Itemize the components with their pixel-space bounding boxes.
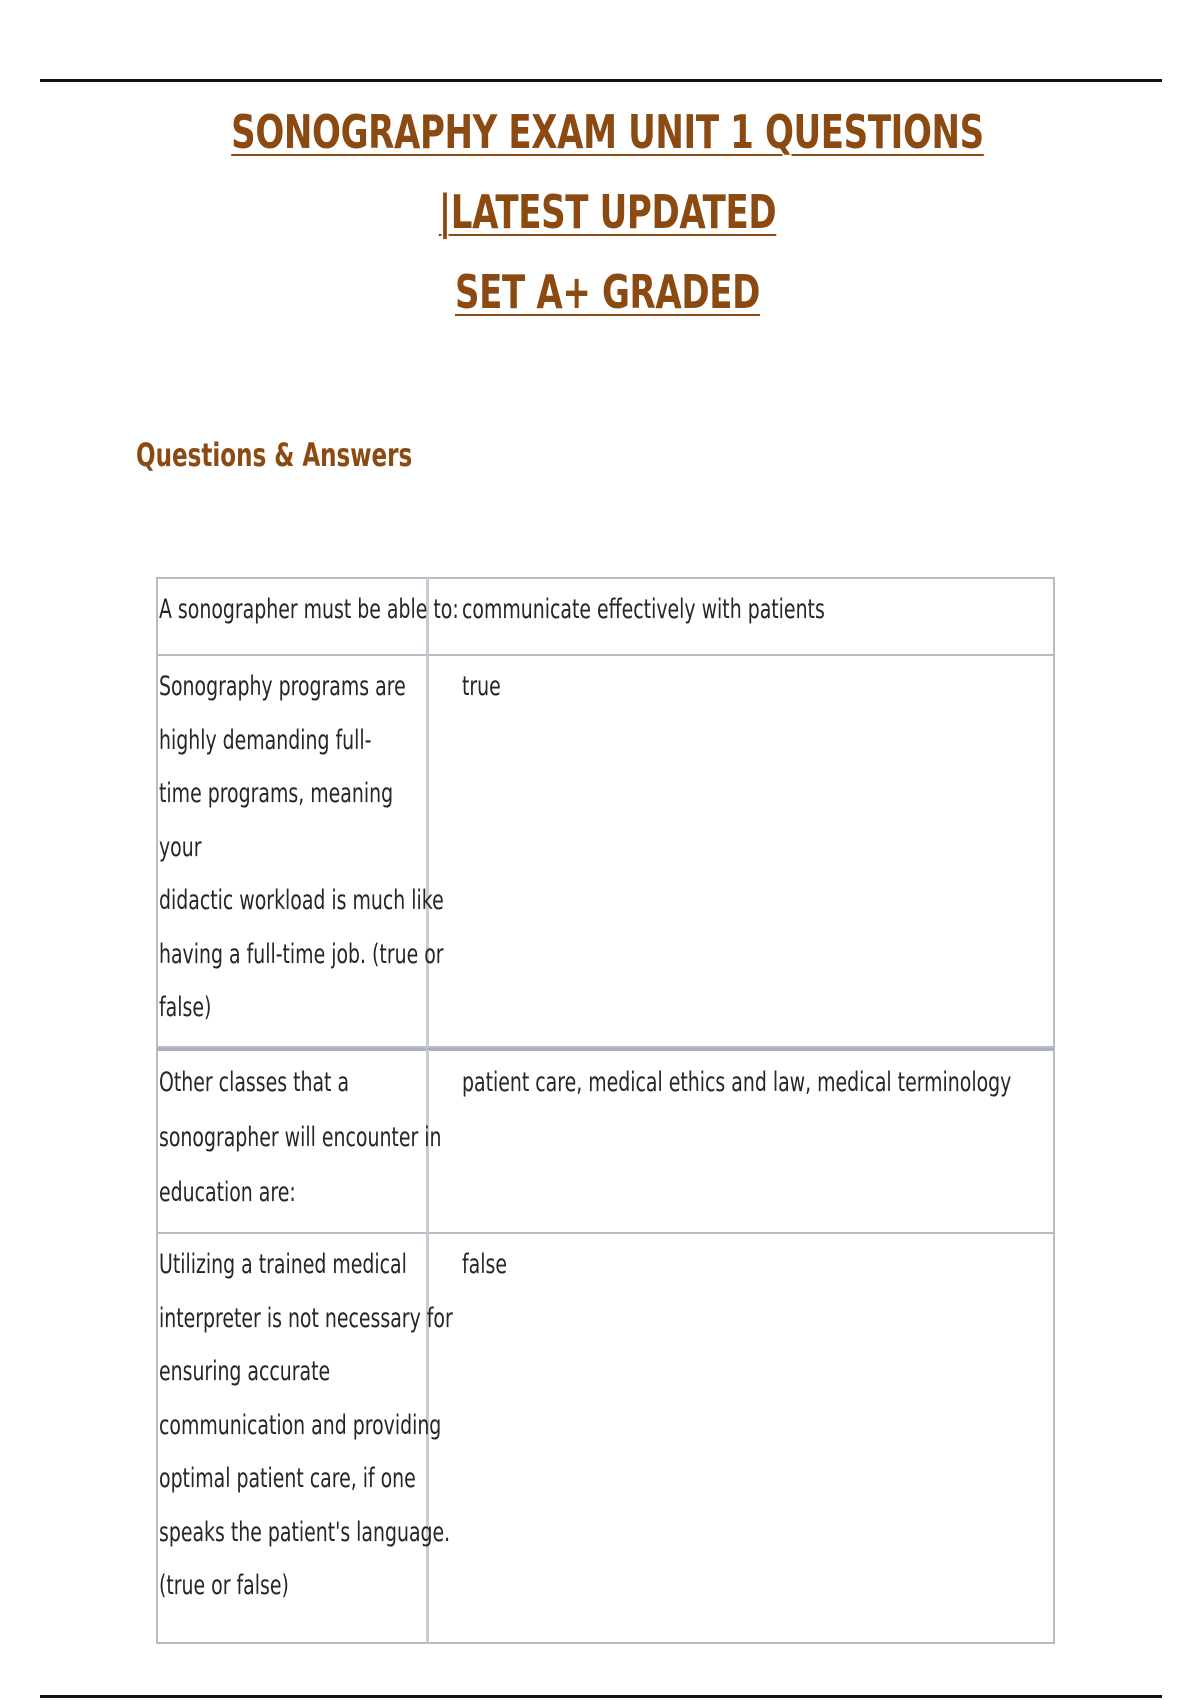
qa-table (156, 577, 1055, 1644)
table-row (156, 1048, 1055, 1234)
answer-cell (426, 1234, 1055, 1644)
top-rule (40, 79, 1162, 82)
answer-cell (426, 577, 1055, 656)
question-text: time programs, meaning (159, 778, 394, 809)
answer-text: communicate effectively with patients (462, 594, 825, 625)
question-text: Sonography programs are (159, 671, 406, 702)
table-row (156, 656, 1055, 1048)
question-text: optimal patient care, if one (159, 1463, 416, 1494)
question-text: A sonographer must be able to: (159, 594, 459, 625)
question-text: interpreter is not necessary for (159, 1302, 453, 1334)
bottom-rule (40, 1695, 1162, 1698)
title-line-2: SET A+ GRADED (454, 265, 760, 319)
question-text: your (159, 831, 202, 863)
question-cell (156, 577, 459, 656)
question-text: ensuring accurate (159, 1356, 331, 1387)
question-text: highly demanding full- (159, 724, 372, 756)
question-text: having a full-time job. (true or (159, 938, 444, 970)
answer-cell (426, 1048, 1055, 1234)
question-text: education are: (159, 1177, 296, 1208)
question-text: (true or false) (159, 1570, 289, 1601)
section-heading: Questions & Answers (136, 436, 413, 474)
question-text: Utilizing a trained medical (159, 1249, 407, 1280)
answer-text: patient care, medical ethics and law, medical terminology (462, 1067, 1012, 1098)
title-line-1: SONOGRAPHY EXAM UNIT 1 QUESTIONS |LATEST UPDATED (231, 105, 984, 239)
answer-text: false (462, 1249, 507, 1280)
document-title (202, 92, 1012, 332)
question-cell (156, 1234, 453, 1644)
question-text: Other classes that a (159, 1067, 350, 1098)
question-cell (156, 656, 444, 1048)
answer-cell (426, 656, 1055, 1048)
answer-text: true (462, 671, 501, 702)
question-text: speaks the patient's language. (159, 1516, 451, 1548)
table-row (156, 577, 1055, 656)
question-text: false) (159, 992, 212, 1023)
question-text: communication and providing (159, 1409, 442, 1441)
question-text: didactic workload is much like (159, 885, 444, 916)
question-cell (156, 1048, 442, 1234)
table-row (156, 1234, 1055, 1644)
question-text: sonographer will encounter in (159, 1122, 442, 1153)
